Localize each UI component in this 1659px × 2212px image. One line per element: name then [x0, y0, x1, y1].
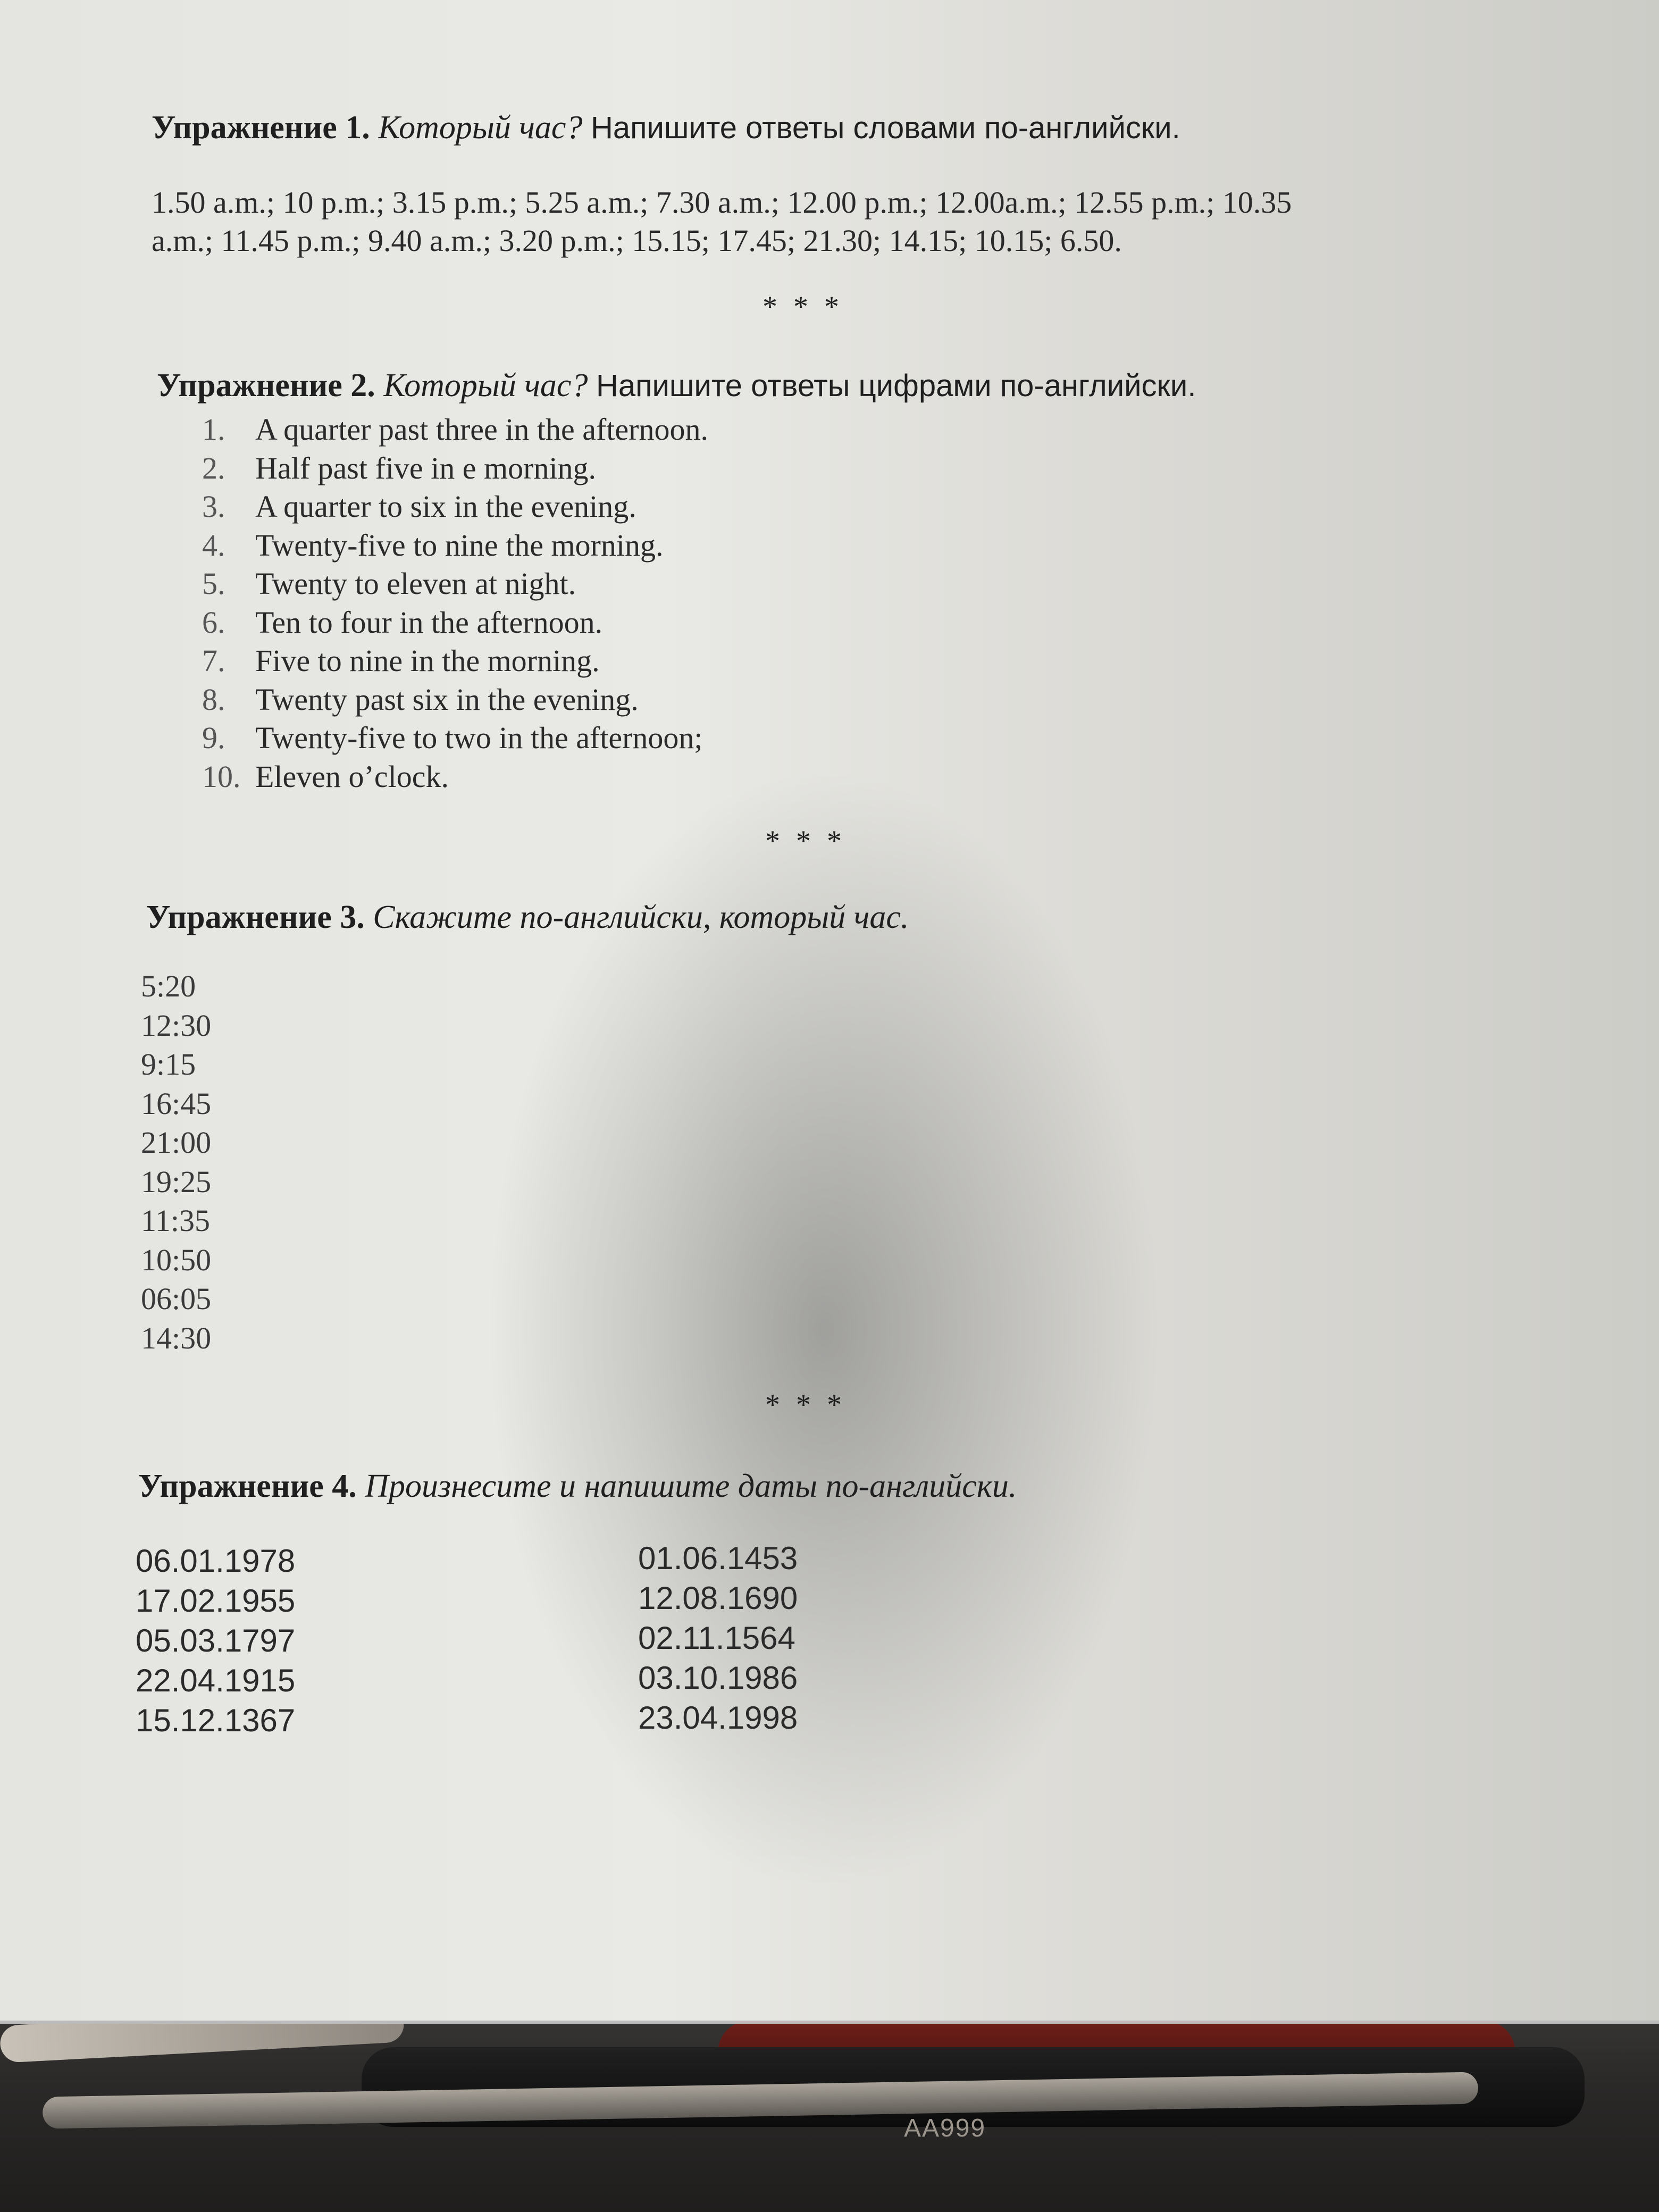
list-item: 10. Eleven o’clock.: [202, 759, 449, 794]
date-item: 06.01.1978: [136, 1543, 296, 1579]
exercise-2-instruction: Напишите ответы цифрами по-английски.: [596, 368, 1196, 403]
exercise-4-instruction: Произнесите и напишите даты по-английски.: [365, 1468, 1017, 1504]
date-item: 02.11.1564: [638, 1620, 795, 1656]
time-item: 5:20: [141, 969, 196, 1003]
exercise-4-number: Упражнение 4.: [138, 1468, 357, 1504]
list-item: 7. Five to nine in the morning.: [202, 643, 600, 678]
dates-right-column: [638, 1538, 798, 1738]
date-item: 22.04.1915: [136, 1663, 296, 1698]
exercise-3-instruction: Скажите по-английски, который час.: [373, 899, 909, 935]
exercise-1-times: [152, 183, 1561, 260]
pen-label: AA999: [904, 2114, 986, 2142]
time-item: 11:35: [141, 1203, 210, 1238]
list-item: 8. Twenty past six in the evening.: [202, 682, 639, 717]
exercise-1-question: Который час?: [378, 110, 583, 146]
exercise-2-number: Упражнение 2.: [157, 367, 375, 404]
time-item: 14:30: [141, 1320, 212, 1355]
exercise-1-heading: [152, 109, 1659, 147]
dates-left-column: [136, 1541, 295, 1740]
date-item: 01.06.1453: [638, 1540, 798, 1576]
exercise-1-number: Упражнение 1.: [152, 110, 370, 146]
list-item: 9. Twenty-five to two in the afternoon;: [202, 720, 703, 755]
time-item: 21:00: [141, 1125, 212, 1160]
exercise-2-question: Который час?: [383, 367, 588, 404]
list-item: 5. Twenty to eleven at night.: [202, 566, 576, 601]
time-item: 9:15: [141, 1047, 196, 1082]
exercise-2-heading: [157, 367, 1659, 405]
exercise-3-number: Упражнение 3.: [146, 899, 365, 935]
list-item: 3. A quarter to six in the evening.: [202, 489, 636, 524]
time-item: 19:25: [141, 1164, 212, 1199]
time-item: 16:45: [141, 1086, 212, 1121]
list-item: 4. Twenty-five to nine the morning.: [202, 527, 664, 563]
exercise-3-heading: [146, 899, 1659, 936]
exercise-4-heading: [138, 1468, 1659, 1505]
date-item: 17.02.1955: [136, 1583, 296, 1619]
date-item: 03.10.1986: [638, 1660, 798, 1696]
date-item: 15.12.1367: [136, 1703, 296, 1738]
list-item: 1. A quarter past three in the afternoon.: [202, 412, 708, 447]
separator-1: * * *: [763, 290, 843, 323]
exercise-3-times: [141, 967, 1659, 1358]
time-item: 10:50: [141, 1242, 212, 1277]
time-item: 12:30: [141, 1008, 212, 1043]
date-item: 23.04.1998: [638, 1700, 798, 1736]
separator-3: * * *: [765, 1388, 846, 1421]
exercise-1-line-2: a.m.; 11.45 p.m.; 9.40 a.m.; 3.20 p.m.; 15.15; 17.45; 21.30; 14.15; 10.15; 6.50.: [152, 223, 1122, 258]
time-item: 06:05: [141, 1281, 212, 1316]
date-item: 05.03.1797: [136, 1623, 296, 1658]
exercise-1-instruction: Напишите ответы словами по-английски.: [590, 111, 1180, 145]
list-item: 6. Ten to four in the afternoon.: [202, 605, 603, 640]
exercise-2-list: [202, 410, 1659, 796]
separator-2: * * *: [765, 825, 846, 858]
date-item: 12.08.1690: [638, 1580, 798, 1616]
exercise-1-line-1: 1.50 a.m.; 10 p.m.; 3.15 p.m.; 5.25 a.m.; 7.30 a.m.; 12.00 p.m.; 12.00a.m.; 12.55 p.m.; 10.35: [152, 185, 1292, 220]
list-item: 2. Half past five in e morning.: [202, 450, 597, 485]
